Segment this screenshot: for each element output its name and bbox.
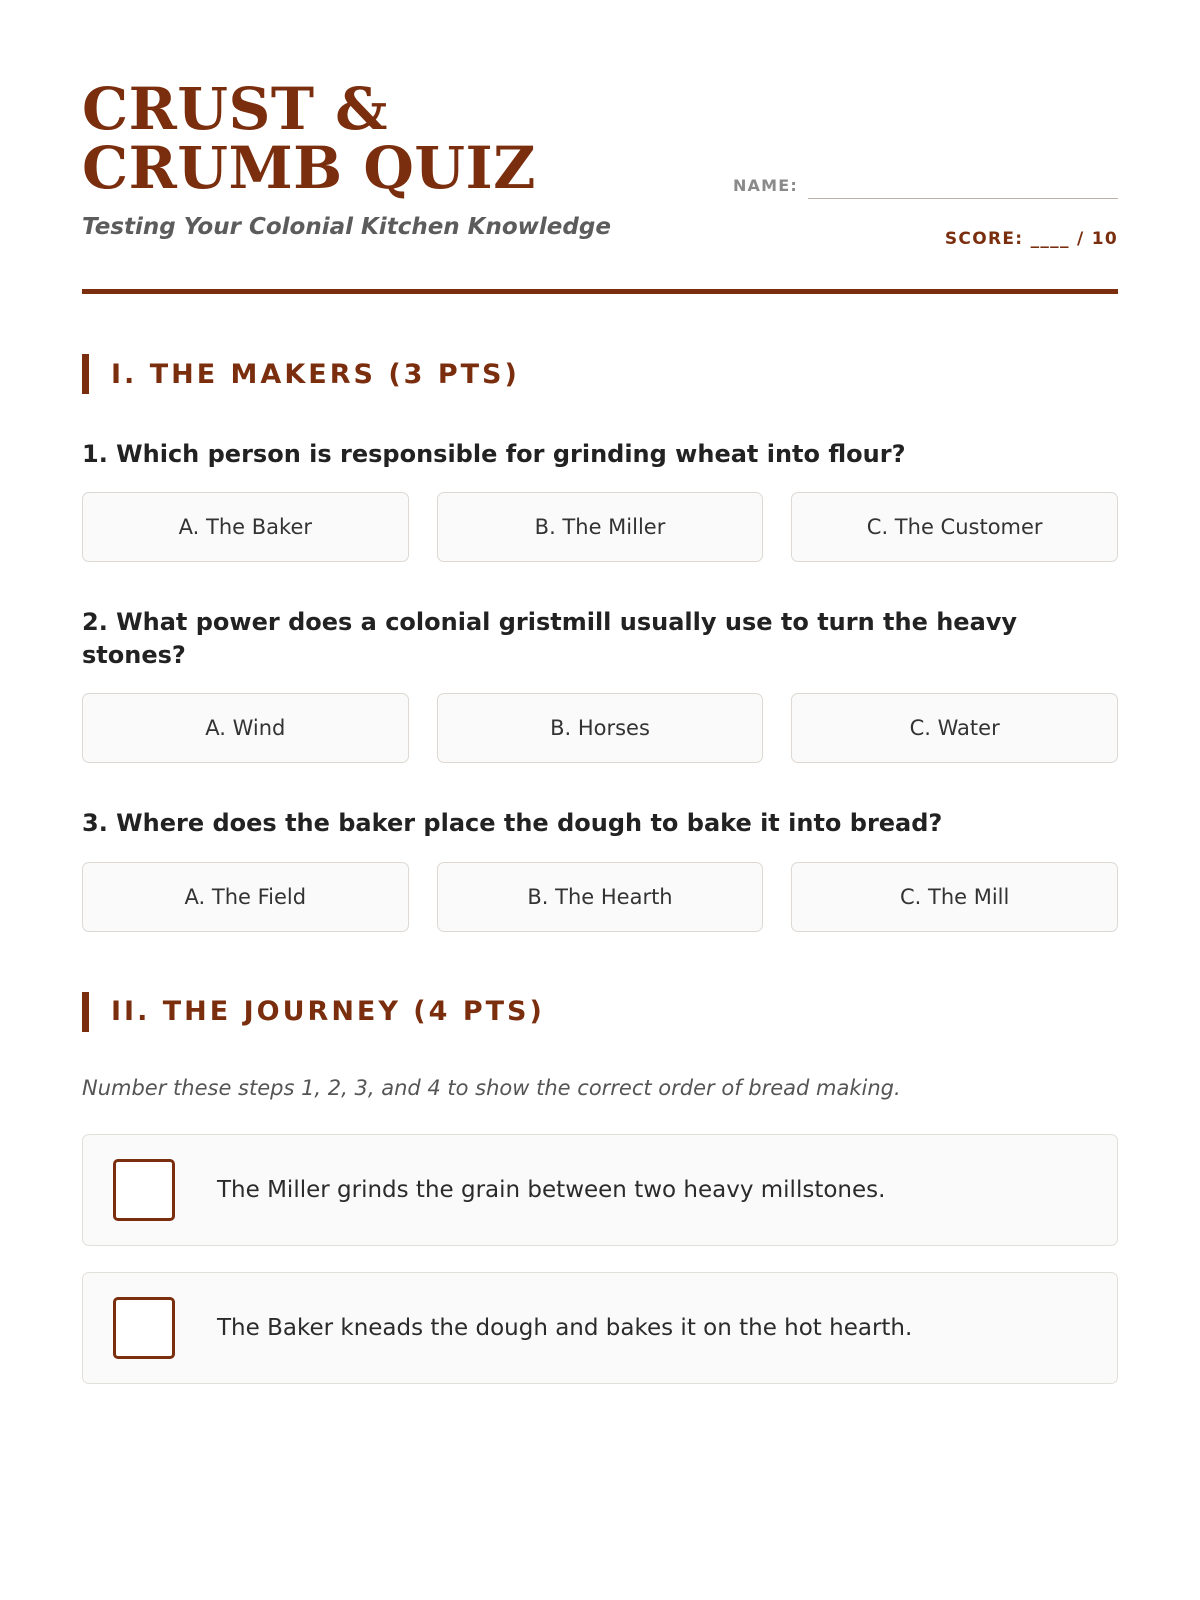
option-c[interactable]: C. The Customer	[791, 492, 1118, 562]
section-journey	[82, 992, 1118, 1384]
header-divider	[82, 289, 1118, 294]
score-field[interactable]: SCORE: ____ / 10	[944, 229, 1118, 249]
answer-options	[82, 693, 1118, 763]
option-a[interactable]: A. The Baker	[82, 492, 409, 562]
question-2	[82, 606, 1118, 763]
section-instruction: Number these steps 1, 2, 3, and 4 to show the correct order of bread making.	[82, 1075, 901, 1100]
section-title: II. THE JOURNEY (4 PTS)	[111, 996, 545, 1028]
list-item[interactable]	[82, 1134, 1118, 1246]
page-title: CRUST & CRUMB QUIZ	[82, 75, 536, 203]
name-label: NAME:	[732, 176, 798, 195]
section-accent-bar	[82, 992, 89, 1032]
quiz-header	[82, 75, 1118, 249]
option-b[interactable]: B. The Miller	[437, 492, 764, 562]
order-number-box[interactable]	[113, 1159, 175, 1221]
order-number-box[interactable]	[113, 1297, 175, 1359]
section-title: I. THE MAKERS (3 PTS)	[111, 358, 520, 390]
ordering-list	[82, 1134, 1118, 1384]
option-a[interactable]: A. The Field	[82, 862, 409, 932]
header-left	[82, 75, 611, 241]
list-item[interactable]	[82, 1272, 1118, 1384]
section-header	[82, 354, 1118, 394]
option-a[interactable]: A. Wind	[82, 693, 409, 763]
option-b[interactable]: B. The Hearth	[437, 862, 764, 932]
name-row	[718, 176, 1118, 199]
list-item-label: The Baker kneads the dough and bakes it on the hot hearth.	[217, 1314, 913, 1341]
answer-options	[82, 492, 1118, 562]
section-makers	[82, 354, 1118, 932]
answer-options	[82, 862, 1118, 932]
option-b[interactable]: B. Horses	[437, 693, 764, 763]
list-item-label: The Miller grinds the grain between two heavy millstones.	[217, 1176, 886, 1203]
option-c[interactable]: C. The Mill	[791, 862, 1118, 932]
question-1	[82, 438, 1118, 562]
section-header	[82, 992, 1118, 1032]
section-accent-bar	[82, 354, 89, 394]
header-right	[718, 80, 1118, 249]
option-c[interactable]: C. Water	[791, 693, 1118, 763]
question-text: 3. Where does the baker place the dough to bake it into bread?	[82, 809, 943, 838]
name-input[interactable]	[808, 176, 1118, 199]
question-text: 1. Which person is responsible for grinding wheat into flour?	[82, 440, 906, 468]
question-text: 2. What power does a colonial gristmill usually use to turn the heavy stones?	[82, 608, 1018, 669]
question-3	[82, 807, 1118, 931]
page-subtitle: Testing Your Colonial Kitchen Knowledge	[82, 214, 611, 241]
